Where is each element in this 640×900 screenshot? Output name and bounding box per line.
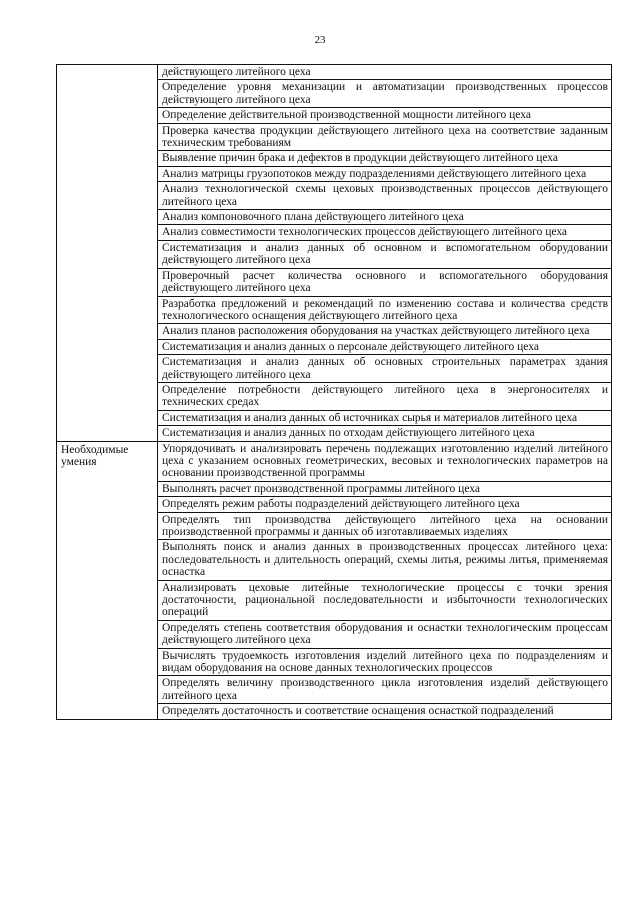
requirement-item — [158, 80, 612, 108]
section-label — [57, 65, 158, 442]
requirement-item — [158, 268, 612, 296]
requirement-item — [158, 296, 612, 324]
requirement-text: Анализировать цеховые литейные технологические процессы с точки зрения достаточности, рациональной последовательности и избыточности технологических операций — [162, 581, 608, 619]
requirement-item — [158, 240, 612, 268]
requirement-text: Систематизация и анализ данных о персонале действующего литейного цеха — [162, 340, 539, 353]
requirement-text: Анализ технологической схемы цеховых производственных процессов действующего литейного цеха — [162, 183, 608, 208]
requirement-text: Определять достаточность и соответствие оснащения оснасткой подразделений — [162, 705, 554, 718]
requirement-text: Анализ совместимости технологических процессов действующего литейного цеха — [162, 226, 568, 239]
requirements-table — [56, 64, 612, 720]
requirement-text: Определение действительной производственной мощности литейного цеха — [162, 109, 531, 122]
requirement-text: Определять величину производственного цикла изготовления изделий действующего литейного цеха — [162, 677, 608, 702]
page-number: 23 — [314, 34, 326, 46]
requirement-item — [158, 382, 612, 410]
requirement-text: Систематизация и анализ данных об основном и вспомогательном оборудовании действующего литейного цеха — [162, 241, 608, 267]
requirement-item — [158, 481, 612, 496]
requirement-item — [158, 410, 612, 425]
table-row — [57, 65, 612, 80]
requirement-text: Проверка качества продукции действующего литейного цеха на соответствие заданным техническим требованиям — [162, 124, 608, 150]
requirement-text: Определять тип производства действующего литейного цеха на основании производственной программы и данных об изготавливаемых изделиях — [162, 513, 608, 538]
requirement-item — [158, 426, 612, 441]
requirement-text: Систематизация и анализ данных об источниках сырья и материалов литейного цеха — [162, 411, 578, 424]
requirement-item — [158, 580, 612, 620]
table-row — [57, 441, 612, 481]
requirement-item — [158, 620, 612, 648]
requirement-item — [158, 441, 612, 481]
requirement-item — [158, 108, 612, 123]
requirement-item — [158, 210, 612, 225]
requirement-text: Упорядочивать и анализировать перечень подлежащих изготовлению изделий литейного цеха с указанием основных геометрических, весовых и технологических параметров на основании производственной программы — [162, 442, 608, 480]
requirement-text: Анализ планов расположения оборудования на участках действующего литейного цеха — [162, 325, 590, 338]
requirement-item — [158, 123, 612, 151]
requirement-text: Определение потребности действующего литейного цеха в энергоносителях и технических средах — [162, 383, 608, 409]
requirement-text: Проверочный расчет количества основного и вспомогательного оборудования действующего литейного цеха — [162, 269, 608, 295]
requirement-item — [158, 355, 612, 383]
table-body — [57, 65, 612, 720]
requirement-text: Определять режим работы подразделений действующего литейного цеха — [162, 498, 520, 511]
requirement-item — [158, 324, 612, 339]
requirement-item — [158, 151, 612, 166]
requirement-text: Определение уровня механизации и автоматизации производственных процессов действующего литейного цеха — [162, 81, 608, 106]
requirement-text: Разработка предложений и рекомендаций по изменению состава и количества средств технологического оснащения действующего литейного цеха — [162, 297, 608, 322]
requirement-text: действующего литейного цеха — [162, 66, 311, 78]
requirement-text: Систематизация и анализ данных по отходам действующего литейного цеха — [162, 427, 535, 440]
requirement-item — [158, 704, 612, 719]
requirement-text: Выполнять расчет производственной программы литейного цеха — [162, 482, 480, 495]
requirement-item — [158, 65, 612, 80]
requirement-text: Выявление причин брака и дефектов в продукции действующего литейного цеха — [162, 152, 558, 165]
requirement-item — [158, 676, 612, 704]
requirement-text: Анализ матрицы грузопотоков между подразделениями действующего литейного цеха — [162, 167, 587, 180]
requirement-item — [158, 497, 612, 512]
requirement-text: Систематизация и анализ данных об основных строительных параметрах здания действующего литейного цеха — [162, 356, 608, 381]
requirement-text: Анализ компоновочного плана действующего литейного цеха — [162, 211, 464, 224]
requirement-text: Вычислять трудоемкость изготовления изделий литейного цеха по подразделениям и видам оборудования на основе данных технологических процессов — [162, 649, 608, 675]
requirement-item — [158, 648, 612, 676]
requirement-item — [158, 339, 612, 354]
requirement-text: Определять степень соответствия оборудования и оснастки технологическим процессам действующего литейного цеха — [162, 621, 608, 647]
requirement-item — [158, 166, 612, 181]
requirement-item — [158, 512, 612, 540]
requirement-item — [158, 182, 612, 210]
requirement-item — [158, 225, 612, 240]
section-label: Необходимые умения — [57, 441, 158, 719]
requirement-item — [158, 540, 612, 580]
requirement-text: Выполнять поиск и анализ данных в производственных процессах литейного цеха: последовательность и длительность операций, схемы литья, режимы литья, применяемая оснастка — [162, 541, 608, 579]
